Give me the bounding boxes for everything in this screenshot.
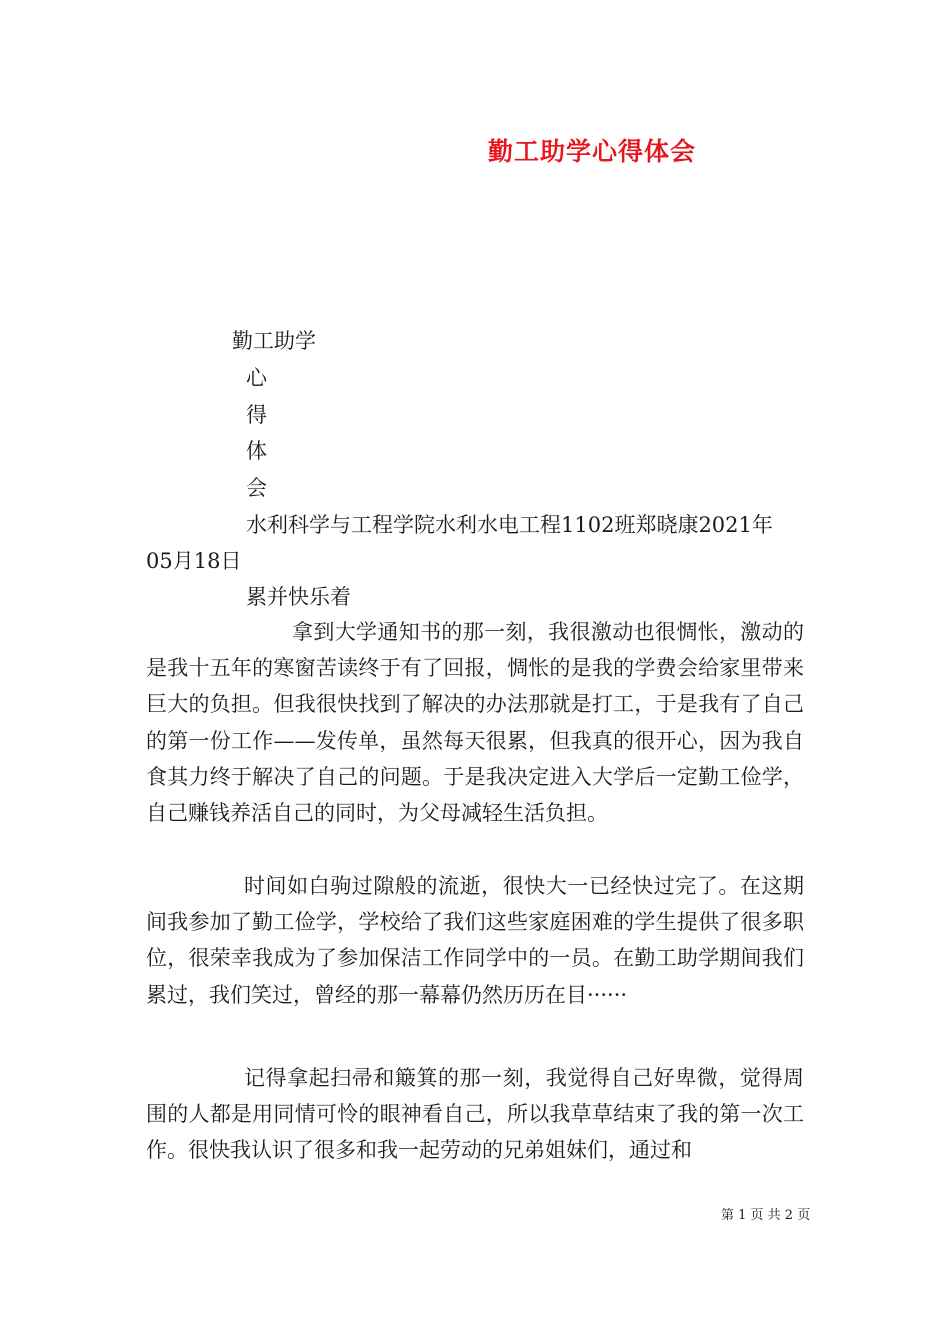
vertical-char: 体 bbox=[246, 439, 267, 463]
subtitle: 累并快乐着 bbox=[246, 585, 351, 609]
body-paragraph: 记得拿起扫帚和簸箕的那一刻，我觉得自己好卑微，觉得周围的人都是用同情可怜的眼神看自己，所以我草草结束了我的第一次工作。很快我认识了很多和我一起劳动的兄弟姐妹们，通过和 bbox=[146, 1066, 804, 1163]
body-paragraph: 拿到大学通知书的那一刻，我很激动也很惆怅，激动的是我十五年的寒窗苦读终于有了回报，惆怅的是我的学费会给家里带来巨大的负担。但我很快找到了解决的办法那就是打工，于是我有了自己的第一份工作——发传单，虽然每天很累，但我真的很开心，因为我自食其力终于解决了自己的问题。于是我决定进入大学后一定勤工俭学，自己赚钱养活自己的同时，为父母减轻生活负担。 bbox=[146, 620, 804, 826]
page-number: 第 1 页 共 2 页 bbox=[721, 1208, 811, 1223]
body-paragraph: 时间如白驹过隙般的流逝，很快大一已经快过完了。在这期间我参加了勤工俭学，学校给了我们这些家庭困难的学生提供了很多职位，很荣幸我成为了参加保洁工作同学中的一员。在勤工助学期间我们累过，我们笑过，曾经的那一幕幕仍然历历在目······ bbox=[146, 874, 804, 1007]
author-line: 水利科学与工程学院水利水电工程1102班郑晓康2021年 bbox=[246, 513, 773, 537]
date-line: 05月18日 bbox=[146, 549, 242, 573]
heading-line: 勤工助学 bbox=[232, 329, 316, 353]
vertical-char: 会 bbox=[246, 476, 267, 500]
document-title: 勤工助学心得体会 bbox=[488, 137, 697, 166]
vertical-char: 心 bbox=[246, 366, 267, 390]
vertical-char: 得 bbox=[246, 403, 267, 427]
